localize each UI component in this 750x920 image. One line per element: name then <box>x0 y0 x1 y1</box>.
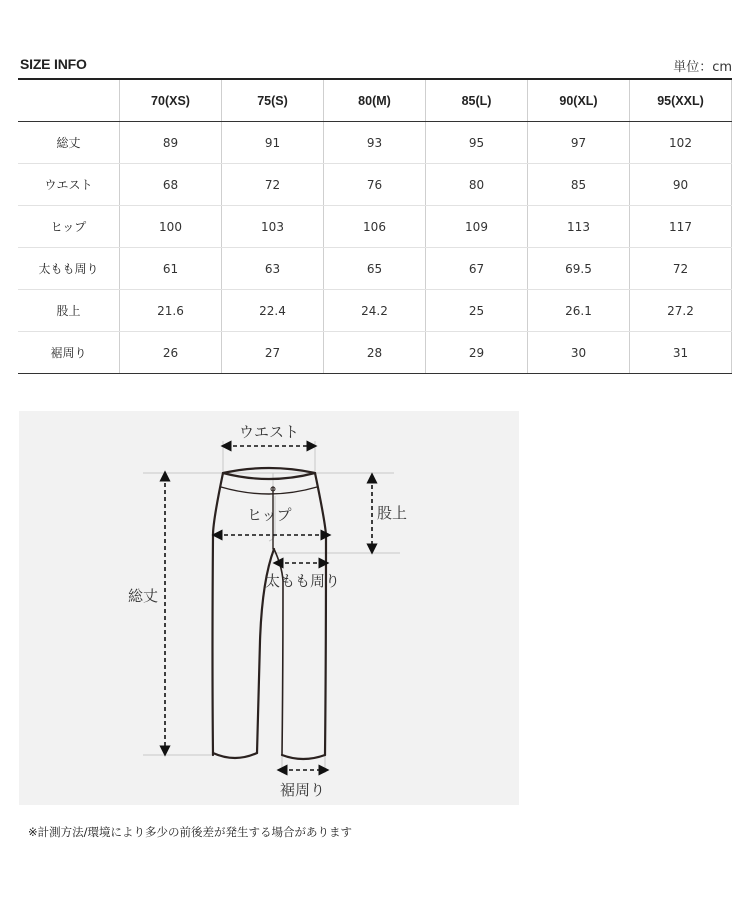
table-cell: 25 <box>426 290 528 332</box>
table-cell: 31 <box>630 332 732 374</box>
table-cell: 85 <box>528 164 630 206</box>
table-cell: 89 <box>120 122 222 164</box>
table-cell: 72 <box>630 248 732 290</box>
table-cell: 63 <box>222 248 324 290</box>
table-cell: 91 <box>222 122 324 164</box>
table-cell: 76 <box>324 164 426 206</box>
table-cell: 30 <box>528 332 630 374</box>
hem-label: 裾周り <box>280 781 326 799</box>
table-row <box>18 248 732 290</box>
table-row <box>18 206 732 248</box>
column-header: 95(XXL) <box>630 79 732 122</box>
column-header: 70(XS) <box>120 79 222 122</box>
hip-label: ヒップ <box>247 506 292 524</box>
rise-label: 股上 <box>377 504 408 522</box>
table-cell: 28 <box>324 332 426 374</box>
table-cell: 26.1 <box>528 290 630 332</box>
table-cell: 27 <box>222 332 324 374</box>
table-cell: 95 <box>426 122 528 164</box>
row-label: 裾周り <box>18 332 120 374</box>
table-row <box>18 122 732 164</box>
thigh-label: 太もも周り <box>265 572 341 590</box>
row-label: ヒップ <box>18 206 120 248</box>
table-cell: 106 <box>324 206 426 248</box>
table-cell: 72 <box>222 164 324 206</box>
table-cell: 100 <box>120 206 222 248</box>
table-cell: 109 <box>426 206 528 248</box>
column-header <box>18 79 120 122</box>
table-cell: 93 <box>324 122 426 164</box>
table-cell: 90 <box>630 164 732 206</box>
row-label: 総丈 <box>18 122 120 164</box>
measurement-note: ※計測方法/環境により多少の前後差が発生する場合があります <box>28 825 353 839</box>
length-label: 総丈 <box>128 587 159 605</box>
waist-label: ウエスト <box>239 423 300 441</box>
column-header: 80(M) <box>324 79 426 122</box>
table-cell: 22.4 <box>222 290 324 332</box>
column-header: 85(L) <box>426 79 528 122</box>
table-cell: 65 <box>324 248 426 290</box>
row-label: 太もも周り <box>18 248 120 290</box>
table-cell: 68 <box>120 164 222 206</box>
table-cell: 29 <box>426 332 528 374</box>
pants-illustration <box>19 411 519 805</box>
column-header: 90(XL) <box>528 79 630 122</box>
table-cell: 69.5 <box>528 248 630 290</box>
table-cell: 117 <box>630 206 732 248</box>
table-row <box>18 290 732 332</box>
table-cell: 21.6 <box>120 290 222 332</box>
row-label: ウエスト <box>18 164 120 206</box>
table-cell: 67 <box>426 248 528 290</box>
table-cell: 24.2 <box>324 290 426 332</box>
table-cell: 102 <box>630 122 732 164</box>
table-cell: 61 <box>120 248 222 290</box>
section-title: SIZE INFO <box>20 56 87 72</box>
row-label: 股上 <box>18 290 120 332</box>
table-row <box>18 332 732 374</box>
table-header-row <box>18 79 732 122</box>
table-cell: 103 <box>222 206 324 248</box>
table-cell: 97 <box>528 122 630 164</box>
column-header: 75(S) <box>222 79 324 122</box>
table-cell: 26 <box>120 332 222 374</box>
table-row <box>18 164 732 206</box>
table-cell: 27.2 <box>630 290 732 332</box>
unit-label: 単位：cm <box>673 60 732 75</box>
size-table <box>18 78 732 374</box>
table-cell: 113 <box>528 206 630 248</box>
measurement-diagram <box>19 411 519 805</box>
table-cell: 80 <box>426 164 528 206</box>
